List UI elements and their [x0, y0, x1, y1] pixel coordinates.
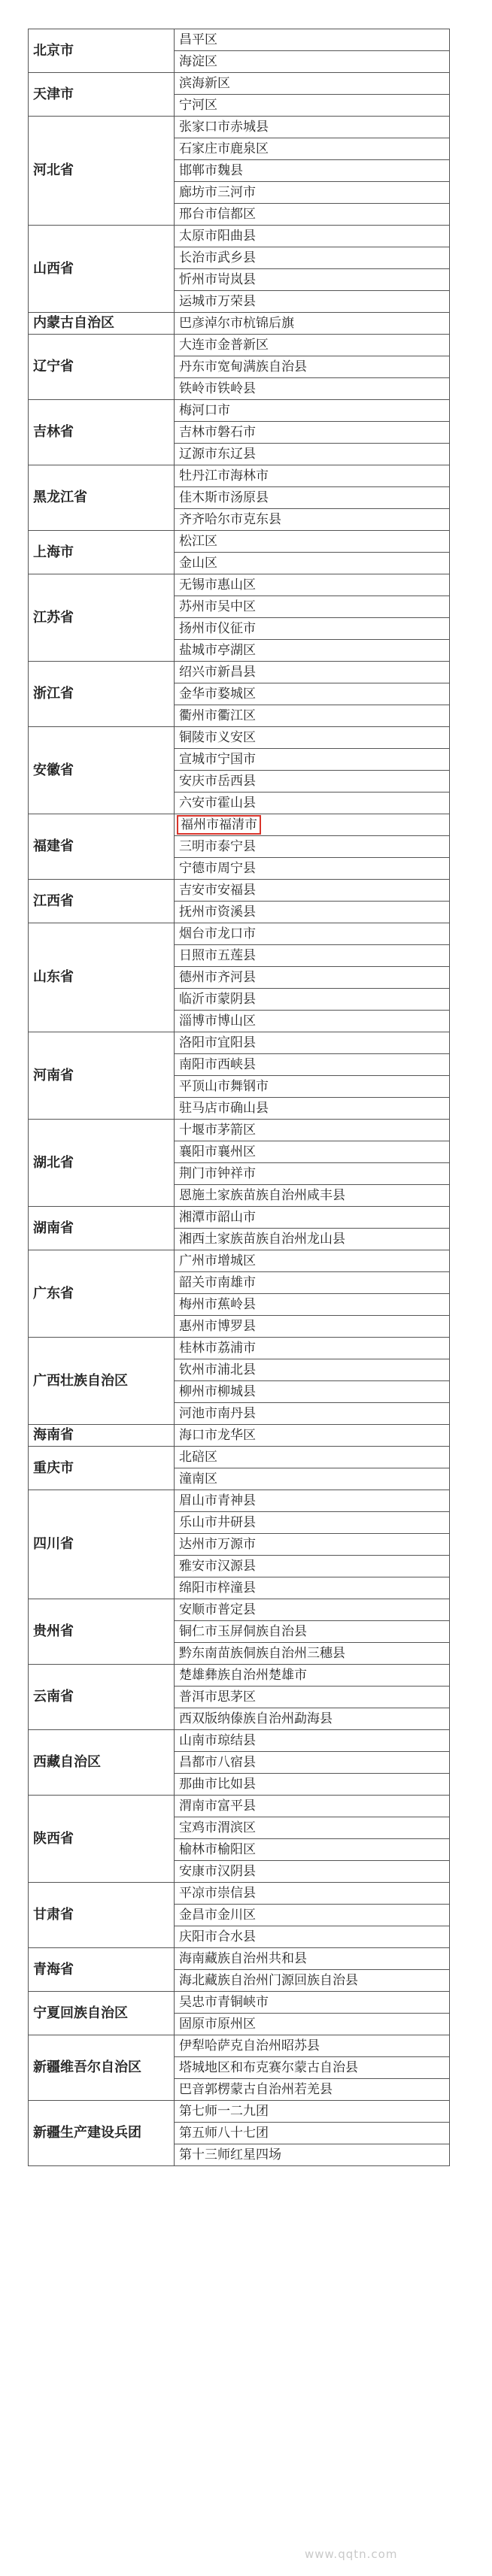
city-label: 宣城市宁国市: [179, 752, 256, 767]
province-cell: 江苏省: [29, 574, 175, 662]
city-label: 塔城地区和布克赛尔蒙古自治县: [179, 2060, 358, 2075]
city-cell: [175, 138, 450, 160]
city-cell: [175, 1839, 450, 1861]
city-label: 洛阳市宜阳县: [179, 1035, 256, 1050]
city-label: 桂林市荔浦市: [179, 1341, 256, 1356]
city-label: 忻州市岢岚县: [179, 272, 256, 287]
city-label: 金昌市金川区: [179, 1908, 256, 1923]
city-cell: [175, 792, 450, 814]
city-label: 苏州市吴中区: [179, 599, 256, 614]
city-cell-highlighted: [175, 814, 450, 836]
city-label: 抚州市资溪县: [179, 905, 256, 920]
city-cell: [175, 836, 450, 858]
city-label: 安顺市普定县: [179, 1602, 256, 1617]
city-label: 齐齐哈尔市克东县: [179, 512, 281, 527]
city-cell: [175, 1359, 450, 1381]
city-cell: [175, 1556, 450, 1577]
city-cell: [175, 989, 450, 1011]
province-cell: 福建省: [29, 814, 175, 880]
table-row: [29, 880, 450, 902]
city-cell: [175, 662, 450, 683]
province-cell: 上海市: [29, 531, 175, 574]
city-label: 榆林市榆阳区: [179, 1842, 256, 1857]
city-label: 德州市齐河县: [179, 970, 256, 985]
city-label: 安庆市岳西县: [179, 774, 256, 789]
city-label: 伊犁哈萨克自治州昭苏县: [179, 2038, 320, 2053]
city-cell: [175, 531, 450, 553]
city-label: 福州市福清市: [181, 817, 257, 832]
city-cell: [175, 1665, 450, 1687]
city-cell: [175, 1512, 450, 1534]
city-cell: [175, 1730, 450, 1752]
city-label: 扬州市仪征市: [179, 621, 256, 636]
province-cell: 北京市: [29, 29, 175, 73]
province-cell: 新疆维吾尔自治区: [29, 2035, 175, 2101]
province-cell: 安徽省: [29, 727, 175, 814]
city-cell: [175, 1534, 450, 1556]
city-label: 吉安市安福县: [179, 883, 256, 898]
city-label: 邯郸市魏县: [179, 163, 243, 178]
city-cell: [175, 182, 450, 204]
table-row: [29, 531, 450, 553]
city-label: 第七师一二九团: [179, 2104, 269, 2119]
city-label: 铁岭市铁岭县: [179, 381, 256, 396]
province-cell: 青海省: [29, 1948, 175, 1992]
city-cell: [175, 444, 450, 465]
city-label: 安康市汉阴县: [179, 1864, 256, 1879]
city-cell: [175, 2035, 450, 2057]
province-cell: 江西省: [29, 880, 175, 923]
city-cell: [175, 422, 450, 444]
city-label: 西双版纳傣族自治州勐海县: [179, 1711, 333, 1726]
city-cell: [175, 1861, 450, 1883]
city-cell: [175, 269, 450, 291]
city-label: 昌都市八宿县: [179, 1755, 256, 1770]
city-label: 海北藏族自治州门源回族自治县: [179, 1973, 358, 1988]
province-cell: 内蒙古自治区: [29, 313, 175, 335]
province-cell: 宁夏回族自治区: [29, 1992, 175, 2035]
city-cell: [175, 1229, 450, 1250]
city-cell: [175, 2079, 450, 2101]
city-label: 巴彦淖尔市杭锦后旗: [179, 316, 294, 331]
city-label: 长治市武乡县: [179, 250, 256, 265]
city-label: 海口市龙华区: [179, 1428, 256, 1443]
city-cell: [175, 2123, 450, 2144]
province-cell: 四川省: [29, 1490, 175, 1599]
city-cell: [175, 1381, 450, 1403]
city-label: 金华市婺城区: [179, 686, 256, 702]
province-cell: 广西壮族自治区: [29, 1338, 175, 1425]
province-cell: 广东省: [29, 1250, 175, 1338]
city-cell: [175, 1207, 450, 1229]
city-label: 吴忠市青铜峡市: [179, 1995, 269, 2010]
city-label: 松江区: [179, 534, 217, 549]
table-row: [29, 1120, 450, 1141]
city-label: 梅河口市: [179, 403, 230, 418]
city-label: 石家庄市鹿泉区: [179, 141, 269, 156]
city-cell: [175, 1643, 450, 1665]
city-label: 金山区: [179, 556, 217, 571]
table-row: [29, 1250, 450, 1272]
city-cell: [175, 1294, 450, 1316]
city-cell: [175, 1752, 450, 1774]
table-row: [29, 117, 450, 138]
city-cell: [175, 204, 450, 226]
city-label: 河池市南丹县: [179, 1406, 256, 1421]
city-cell: [175, 1948, 450, 1970]
city-label: 海淀区: [179, 54, 217, 69]
table-row: [29, 2035, 450, 2057]
city-label: 丹东市宽甸满族自治县: [179, 359, 307, 374]
province-cell: 新疆生产建设兵团: [29, 2101, 175, 2166]
table-row: [29, 1490, 450, 1512]
city-label: 湘西土家族苗族自治州龙山县: [179, 1232, 345, 1247]
province-cell: 浙江省: [29, 662, 175, 727]
table-row: [29, 1338, 450, 1359]
city-cell: [175, 1054, 450, 1076]
city-cell: [175, 1185, 450, 1207]
city-cell: [175, 487, 450, 509]
city-cell: [175, 945, 450, 967]
city-cell: [175, 771, 450, 792]
city-cell: [175, 1599, 450, 1621]
province-cell: 黑龙江省: [29, 465, 175, 531]
province-cell: 湖南省: [29, 1207, 175, 1250]
city-cell: [175, 1905, 450, 1926]
city-cell: [175, 73, 450, 95]
city-cell: [175, 1163, 450, 1185]
city-label: 佳木斯市汤原县: [179, 490, 269, 505]
table-row: [29, 662, 450, 683]
table-row: [29, 29, 450, 51]
city-label: 衢州市衢江区: [179, 708, 256, 723]
city-cell: [175, 749, 450, 771]
city-label: 恩施土家族苗族自治州咸丰县: [179, 1188, 345, 1203]
region-table: [28, 29, 450, 2166]
province-cell: 辽宁省: [29, 335, 175, 400]
city-label: 达州市万源市: [179, 1537, 256, 1552]
city-cell: [175, 640, 450, 662]
city-cell: [175, 1708, 450, 1730]
city-cell: [175, 574, 450, 596]
city-cell: [175, 400, 450, 422]
city-cell: [175, 1272, 450, 1294]
city-label: 北碚区: [179, 1450, 217, 1465]
watermark: www.qqtn.com: [305, 2547, 398, 2561]
city-cell: [175, 923, 450, 945]
city-cell: [175, 1120, 450, 1141]
city-cell: [175, 247, 450, 269]
city-label: 平顶山市舞钢市: [179, 1079, 269, 1094]
city-label: 庆阳市合水县: [179, 1929, 256, 1944]
table-row: [29, 1425, 450, 1447]
city-label: 湘潭市韶山市: [179, 1210, 256, 1225]
city-cell: [175, 553, 450, 574]
city-label: 海南藏族自治州共和县: [179, 1951, 307, 1966]
city-cell: [175, 509, 450, 531]
city-label: 第五师八十七团: [179, 2126, 269, 2141]
city-label: 滨海新区: [179, 76, 230, 91]
city-cell: [175, 2057, 450, 2079]
city-label: 平凉市崇信县: [179, 1886, 256, 1901]
city-cell: [175, 1011, 450, 1032]
city-label: 盐城市亭湖区: [179, 643, 256, 658]
province-cell: 陕西省: [29, 1796, 175, 1883]
province-cell: 西藏自治区: [29, 1730, 175, 1796]
city-label: 普洱市思茅区: [179, 1690, 256, 1705]
city-cell: [175, 1970, 450, 1992]
city-label: 韶关市南雄市: [179, 1275, 256, 1290]
table-row: [29, 465, 450, 487]
city-cell: [175, 1032, 450, 1054]
city-cell: [175, 1468, 450, 1490]
province-cell: 甘肃省: [29, 1883, 175, 1948]
region-table-body: [29, 29, 450, 2166]
city-label: 张家口市赤城县: [179, 120, 269, 135]
city-cell: [175, 1687, 450, 1708]
city-cell: [175, 356, 450, 378]
city-label: 绵阳市梓潼县: [179, 1580, 256, 1596]
city-cell: [175, 2014, 450, 2035]
table-row: [29, 2101, 450, 2123]
city-label: 运城市万荣县: [179, 294, 256, 309]
table-row: [29, 1730, 450, 1752]
city-cell: [175, 1338, 450, 1359]
city-label: 梅州市蕉岭县: [179, 1297, 256, 1312]
table-row: [29, 923, 450, 945]
province-cell: 天津市: [29, 73, 175, 117]
city-cell: [175, 1796, 450, 1817]
city-label: 临沂市蒙阴县: [179, 992, 256, 1007]
table-row: [29, 226, 450, 247]
city-cell: [175, 291, 450, 313]
city-cell: [175, 705, 450, 727]
city-cell: [175, 1098, 450, 1120]
province-cell: 山东省: [29, 923, 175, 1032]
city-cell: [175, 1577, 450, 1599]
city-label: 襄阳市襄州区: [179, 1144, 256, 1159]
table-row: [29, 1599, 450, 1621]
city-cell: [175, 902, 450, 923]
city-cell: [175, 2101, 450, 2123]
city-cell: [175, 1141, 450, 1163]
city-label: 固原市原州区: [179, 2017, 256, 2032]
city-label: 荆门市钟祥市: [179, 1166, 256, 1181]
city-cell: [175, 1403, 450, 1425]
city-cell: [175, 880, 450, 902]
city-cell: [175, 1992, 450, 2014]
city-label: 潼南区: [179, 1471, 217, 1487]
table-row: [29, 1032, 450, 1054]
city-cell: [175, 465, 450, 487]
city-cell: [175, 967, 450, 989]
city-label: 大连市金普新区: [179, 338, 269, 353]
city-label: 十堰市茅箭区: [179, 1123, 256, 1138]
city-label: 邢台市信都区: [179, 207, 256, 222]
city-cell: [175, 1490, 450, 1512]
city-cell: [175, 2144, 450, 2166]
city-cell: [175, 51, 450, 73]
region-list-document: [28, 29, 449, 2166]
city-cell: [175, 1316, 450, 1338]
city-cell: [175, 378, 450, 400]
city-label: 宁河区: [179, 98, 217, 113]
city-cell: [175, 1621, 450, 1643]
city-label: 铜陵市义安区: [179, 730, 256, 745]
city-label: 驻马店市确山县: [179, 1101, 269, 1116]
table-row: [29, 1796, 450, 1817]
province-cell: 山西省: [29, 226, 175, 313]
table-row: [29, 1665, 450, 1687]
city-label: 雅安市汉源县: [179, 1559, 256, 1574]
city-cell: [175, 1883, 450, 1905]
city-label: 铜仁市玉屏侗族自治县: [179, 1624, 307, 1639]
city-label: 黔东南苗族侗族自治州三穗县: [179, 1646, 345, 1661]
province-cell: 重庆市: [29, 1447, 175, 1490]
city-cell: [175, 335, 450, 356]
city-label: 第十三师红星四场: [179, 2147, 281, 2162]
city-label: 太原市阳曲县: [179, 229, 256, 244]
province-cell: 吉林省: [29, 400, 175, 465]
city-label: 巴音郭楞蒙古自治州若羌县: [179, 2082, 333, 2097]
city-label: 惠州市博罗县: [179, 1319, 256, 1334]
table-row: [29, 73, 450, 95]
city-label: 楚雄彝族自治州楚雄市: [179, 1668, 307, 1683]
city-label: 辽源市东辽县: [179, 447, 256, 462]
city-label: 烟台市龙口市: [179, 926, 256, 941]
table-row: [29, 1992, 450, 2014]
city-label: 吉林市磐石市: [179, 425, 256, 440]
province-cell: 海南省: [29, 1425, 175, 1447]
city-label: 宁德市周宁县: [179, 861, 256, 876]
city-label: 牡丹江市海林市: [179, 468, 269, 483]
province-cell: 贵州省: [29, 1599, 175, 1665]
city-label: 柳州市柳城县: [179, 1384, 256, 1399]
city-cell: [175, 727, 450, 749]
city-cell: [175, 1425, 450, 1447]
province-cell: 湖北省: [29, 1120, 175, 1207]
city-cell: [175, 29, 450, 51]
city-label: 淄博市博山区: [179, 1014, 256, 1029]
city-cell: [175, 1926, 450, 1948]
city-cell: [175, 683, 450, 705]
table-row: [29, 574, 450, 596]
city-cell: [175, 1250, 450, 1272]
city-label: 六安市霍山县: [179, 796, 256, 811]
city-label: 宝鸡市渭滨区: [179, 1820, 256, 1835]
table-row: [29, 1207, 450, 1229]
city-label: 廊坊市三河市: [179, 185, 256, 200]
city-cell: [175, 1817, 450, 1839]
city-label: 无锡市惠山区: [179, 577, 256, 592]
table-row: [29, 1883, 450, 1905]
city-label: 广州市增城区: [179, 1253, 256, 1268]
city-cell: [175, 160, 450, 182]
table-row: [29, 1447, 450, 1468]
city-cell: [175, 226, 450, 247]
province-cell: 云南省: [29, 1665, 175, 1730]
province-cell: 河南省: [29, 1032, 175, 1120]
city-cell: [175, 313, 450, 335]
table-row: [29, 1948, 450, 1970]
city-label: 渭南市富平县: [179, 1799, 256, 1814]
city-label: 乐山市井研县: [179, 1515, 256, 1530]
city-cell: [175, 1774, 450, 1796]
table-row: [29, 727, 450, 749]
table-row: [29, 313, 450, 335]
city-label: 绍兴市新昌县: [179, 665, 256, 680]
province-cell: 河北省: [29, 117, 175, 226]
city-label: 昌平区: [179, 32, 217, 47]
city-label: 眉山市青神县: [179, 1493, 256, 1508]
city-label: 日照市五莲县: [179, 948, 256, 963]
city-label: 钦州市浦北县: [179, 1362, 256, 1377]
city-cell: [175, 618, 450, 640]
city-label: 那曲市比如县: [179, 1777, 256, 1792]
city-cell: [175, 858, 450, 880]
city-cell: [175, 1076, 450, 1098]
city-cell: [175, 596, 450, 618]
city-cell: [175, 95, 450, 117]
city-label: 山南市琼结县: [179, 1733, 256, 1748]
table-row: [29, 335, 450, 356]
city-cell: [175, 1447, 450, 1468]
city-label: 三明市泰宁县: [179, 839, 256, 854]
city-cell: [175, 117, 450, 138]
city-label: 南阳市西峡县: [179, 1057, 256, 1072]
table-row: [29, 400, 450, 422]
table-row: [29, 814, 450, 836]
